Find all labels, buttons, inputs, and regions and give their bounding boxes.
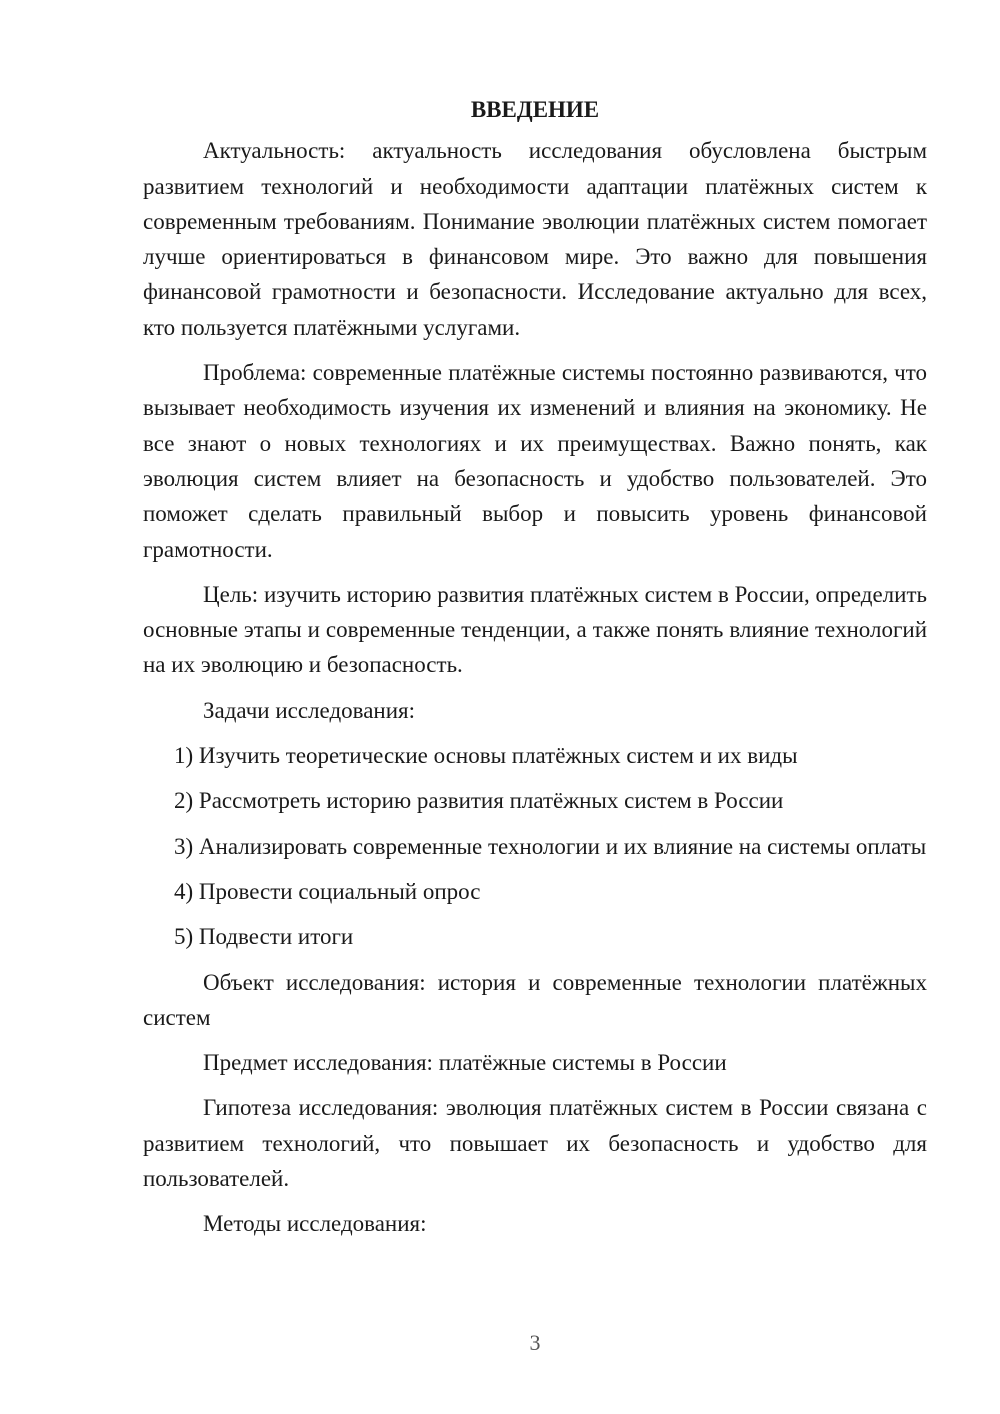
task-item: 2) Рассмотреть историю развития платёжных систем в России (174, 788, 784, 814)
task-item: 1) Изучить теоретические основы платёжных систем и их виды (174, 743, 798, 769)
paragraph-problem: Проблема: современные платёжные системы постоянно развиваются, что вызывает необходимость изучения их изменений и влияния на экономику. Не все знают о новых технологиях и их преимуществах. Важно понять, как эволюция систем влияет на безопасность и удобство пользователей. Это поможет сделать правильный выбор и повысить уровень финансовой грамотности. (143, 360, 927, 562)
paragraph-subject: Предмет исследования: платёжные системы в России (203, 1050, 727, 1076)
paragraph-tasks-title: Задачи исследования: (203, 697, 416, 723)
section-heading: ВВЕДЕНИЕ (470, 97, 600, 122)
task-item: 3) Анализировать современные технологии и их влияние на системы оплаты (174, 833, 927, 859)
page-number: 3 (529, 1330, 541, 1355)
document-page (143, 92, 927, 1252)
paragraph-hypothesis: Гипотеза исследования: эволюция платёжных систем в России связана с развитием технологий, что повышает их безопасность и удобство для пользователей. (143, 1095, 927, 1192)
task-item: 4) Провести социальный опрос (174, 878, 481, 904)
paragraph-object: Объект исследования: история и современные технологии платёжных систем (143, 969, 927, 1030)
paragraph-goal: Цель: изучить историю развития платёжных систем в России, определить основные этапы и современные тенденции, а также понять влияние технологий на их эволюцию и безопасность. (143, 581, 927, 678)
paragraph-relevance: Актуальность: актуальность исследования обусловлена быстрым развитием технологий и необходимости адаптации платёжных систем к современным требованиям. Понимание эволюции платёжных систем помогает лучше ориентироваться в финансовом мире. Это важно для повышения финансовой грамотности и безопасности. Исследование актуально для всех, кто пользуется платёжными услугами. (143, 138, 927, 340)
task-item: 5) Подвести итоги (174, 924, 354, 950)
paragraph-methods-title: Методы исследования: (203, 1211, 427, 1237)
